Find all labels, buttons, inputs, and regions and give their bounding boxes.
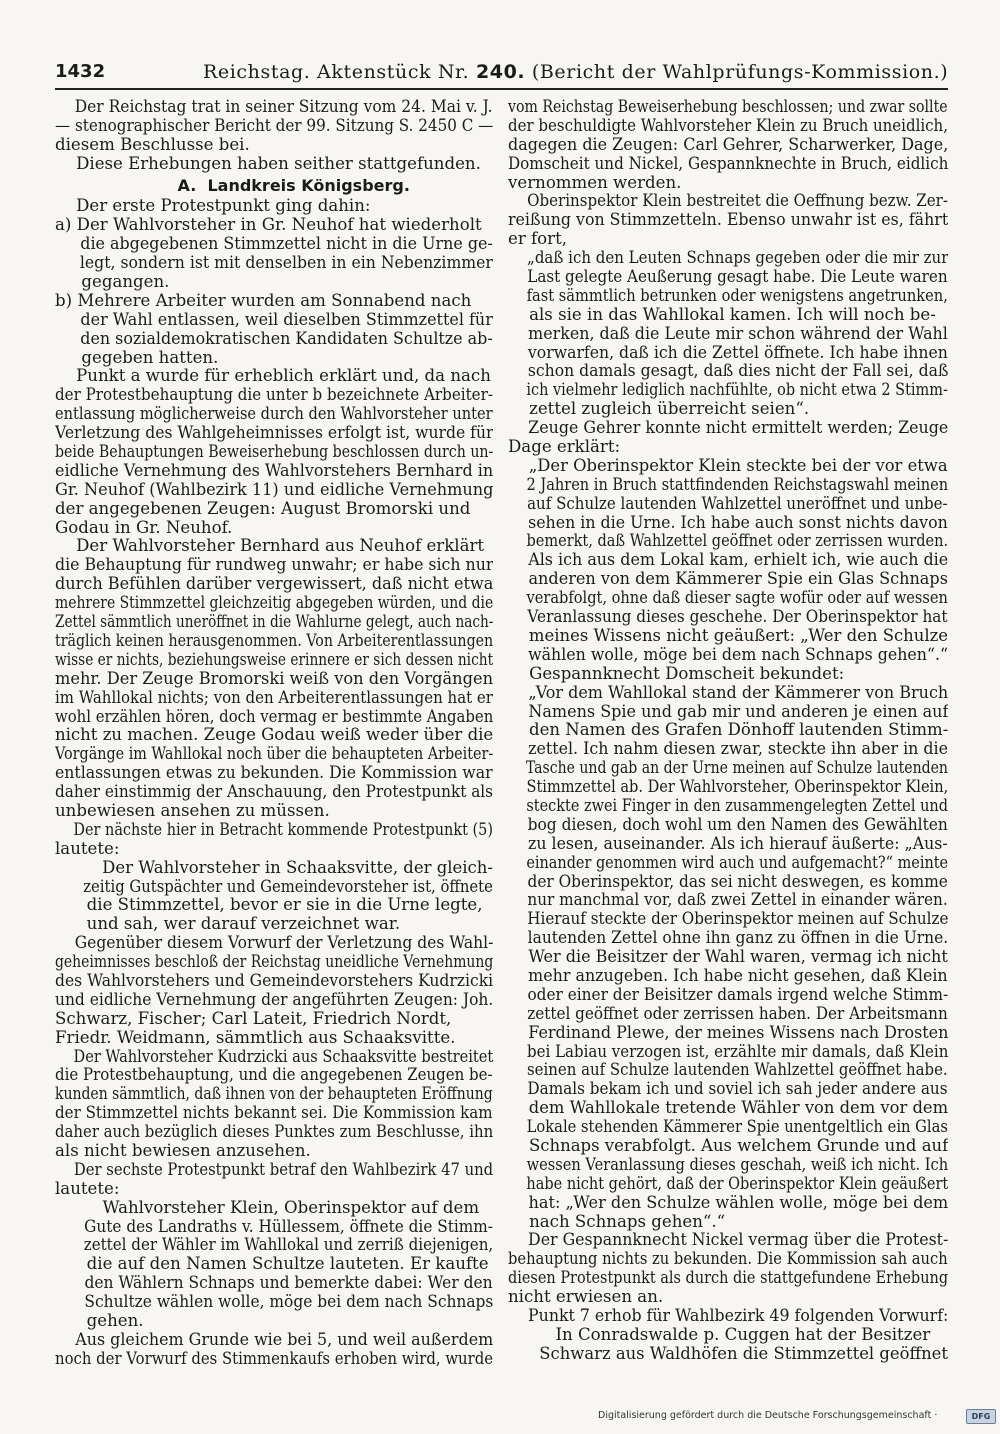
text-line: wählen wolle, möge bei dem nach Schnaps gehen“.“ [508,645,948,664]
text-line: vorwarfen, daß ich die Zettel öffnete. Ich habe ihnen [508,343,948,362]
text-line: „Vor dem Wahllokal stand der Kämmerer von Bruch [508,683,948,702]
text-line: gehen. [55,1312,144,1330]
text-line: dem Wahllokale tretende Wähler von dem vor dem [508,1099,948,1118]
text-line: Veranlassung dieses geschehe. Der Oberinspektor hat [508,608,948,627]
text-line: seinen auf Schulze lautenden Wahlzettel geöffnet habe. [508,1061,948,1080]
text-line: fast sämmtlich betrunken oder wenigstens angetrunken, [508,286,948,305]
text-line: „daß ich den Leuten Schnaps gegeben oder die mir zur [508,249,948,268]
text-line: „Der Oberinspektor Klein steckte bei der vor etwa [508,456,948,475]
running-title [203,60,948,84]
text-line: durch Befühlen darüber vergewissert, daß nicht etwa [55,575,493,594]
text-line: zettel geöffnet oder zerrissen haben. Der Arbeitsmann [508,1004,948,1023]
text-line: Tasche und gab an der Urne meinen auf Schulze lautenden [508,759,948,778]
text-line: verabfolgt, ohne daß dieser sagte wofür oder auf wessen [508,589,948,608]
header-rule [55,88,948,90]
text-line: Wer die Beisitzer der Wahl waren, vermag ich nicht [508,948,948,967]
text-line: im Wahllokal nichts; von den Arbeiterentlassungen hat er [55,688,493,707]
text-line: Diese Erhebungen haben seither stattgefunden. [55,154,481,173]
text-line: Schwarz, Fischer; Carl Lateit, Friedrich Nordt, [55,1009,452,1028]
text-line: Godau in Gr. Neuhof. [55,518,233,537]
document-number: 240. [475,61,526,83]
text-line: der beschuldigte Wahlvorsteher Klein zu Bruch uneidlich, [508,116,948,135]
text-line: nicht erwiesen an. [508,1288,664,1307]
text-line: 2 Jahren in Bruch stattfindenden Reichstagswahl meinen [508,475,948,494]
text-line: — stenographischer Bericht der 99. Sitzung S. 2450 C — [55,116,493,135]
text-line: zettel. Ich nahm diesen zwar, steckte ihn aber in die [508,740,948,759]
text-line: lautete: [55,839,120,858]
text-line: wohl erzählen hören, doch vermag er bestimmte Angaben [55,707,493,726]
text-line: Last gelegte Aeußerung gesagt habe. Die Leute waren [508,268,948,287]
text-line: er fort, [508,230,568,249]
text-line: merken, daß die Leute mir schon während der Wahl [508,324,948,343]
text-line: a) Der Wahlvorsteher in Gr. Neuhof hat wiederholt [55,216,482,235]
text-line: einander genommen wird auch und aufgemacht?“ meinte [508,853,948,872]
page-header [55,58,948,90]
text-line: sehen in die Urne. Ich habe auch sonst nichts davon [508,513,948,532]
text-line: bog diesen, doch wohl um den Namen des Gewählten [508,815,948,834]
text-line: hat: „Wer den Schulze wählen wolle, möge bei dem [508,1193,948,1212]
text-line: Gegenüber diesem Vorwurf der Verletzung des Wahl- [55,934,493,953]
text-line: beide Behauptungen Beweiserhebung beschlossen durch un- [55,443,493,462]
text-line: Als ich aus dem Lokal kam, erhielt ich, wie auch die [508,551,948,570]
text-line: der Stimmzettel nichts bekannt sei. Die Kommission kam [55,1104,493,1123]
text-line: und sah, wer darauf verzeichnet war. [55,915,401,934]
text-line: Oberinspektor Klein bestreitet die Oeffnung bezw. Zer- [508,192,948,211]
text-line: mehr. Der Zeuge Bromorski weiß von den Vorgängen [55,669,493,688]
text-line: kunden sämmtlich, daß ihnen von der behaupteten Eröffnung [55,1085,493,1104]
dfg-logo: DFG [966,1409,996,1424]
text-line: Gespannknecht Domscheit bekundet: [508,664,845,683]
text-line: daher einstimmig der Anschauung, den Protestpunkt als [55,783,493,802]
text-line: In Conradswalde p. Cuggen hat der Besitzer [508,1325,931,1344]
text-line: noch der Vorwurf des Stimmenkaufs erhoben wird, wurde [55,1349,493,1368]
text-line: Friedr. Weidmann, sämmtlich aus Schaaksvitte. [55,1028,456,1047]
text-line: Vorgänge im Wahllokal noch über die behaupteten Arbeiter- [55,745,493,764]
text-line: Verletzung des Wahlgeheimnisses erfolgt ist, wurde für [55,424,493,443]
text-line: anderen von dem Kämmerer Spie ein Glas Schnaps [508,570,948,589]
text-line: steckte zwei Finger in den zusammengelegten Zettel und [508,796,948,815]
text-line: entlassung möglicherweise durch den Wahlvorsteher unter [55,405,493,424]
text-line: Schnaps verabfolgt. Aus welchem Grunde und auf [508,1136,948,1155]
text-line: Domscheit und Nickel, Gespannknechte in Bruch, eidlich [508,154,948,173]
running-title-prefix: Reichstag. Aktenstück Nr. [203,61,476,83]
text-line: die auf den Namen Schultze lauteten. Er kaufte [55,1255,489,1274]
text-line: behauptung nichts zu bekunden. Die Kommission sah auch [508,1250,948,1269]
text-line: Dage erklärt: [508,438,621,457]
text-line: mehrere Stimmzettel gleichzeitig abgegeben würden, und die [55,594,493,613]
text-line: Gr. Neuhof (Wahlbezirk 11) und eidliche Vernehmung [55,480,493,499]
text-line: Zeuge Gehrer konnte nicht ermittelt werden; Zeuge [508,419,948,438]
text-line: diesen Protestpunkt als durch die stattgefundene Erhebung [508,1269,948,1288]
text-line: Der sechste Protestpunkt betraf den Wahlbezirk 47 und [55,1160,493,1179]
text-line: vom Reichstag Beweiserhebung beschlossen; und zwar sollte [508,98,948,116]
text-line: habe nicht gehört, daß der Oberinspektor Klein geäußert [508,1174,948,1193]
text-line: Der Wahlvorsteher Bernhard aus Neuhof erklärt [55,537,485,556]
text-line: nach Schnaps gehen“.“ [508,1212,726,1231]
text-line: Punkt a wurde für erheblich erklärt und, da nach [55,367,491,386]
text-line: mehr anzugeben. Ich habe nicht gesehen, daß Klein [508,966,948,985]
text-line: und eidliche Vernehmung der angeführten Zeugen: Joh. [55,990,493,1009]
text-line: diesem Beschlusse bei. [55,135,250,154]
text-line: Zettel sämmtlich uneröffnet in die Wahlurne gelegt, auch nach- [55,613,493,632]
text-line: oder einer der Beisitzer damals irgend welche Stimm- [508,985,948,1004]
text-line: meines Wissens nicht geäußert: „Wer den Schulze [508,626,948,645]
text-line: die Behauptung für rundweg unwahr; er habe sich nur [55,556,493,575]
text-line: Ferdinand Plewe, der meines Wissens nach Drosten [508,1023,948,1042]
text-line: die Stimmzettel, bevor er sie in die Urne legte, [55,896,483,915]
text-line: lautenden Zettel ohne ihn ganz zu öffnen in die Urne. [508,929,948,948]
text-line: Schwarz aus Waldhöfen die Stimmzettel geöffnet [508,1344,948,1363]
text-line: Der Wahlvorsteher Kudrzicki aus Schaaksvitte bestreitet [55,1047,493,1066]
text-line: Wahlvorsteher Klein, Oberinspektor auf dem [55,1198,480,1217]
text-line: den sozialdemokratischen Kandidaten Schultze ab- [55,329,493,348]
text-line: auf Schulze lautenden Wahlzettel uneröffnet und unbe- [508,494,948,513]
text-line: träglich keinen herausgenommen. Von Arbeiterentlassungen [55,631,493,650]
text-line: Der Reichstag trat in seiner Sitzung vom 24. Mai v. J. [55,98,493,116]
text-line: Damals bekam ich und soviel ich sah jeder andere aus [508,1080,948,1099]
text-line: der Oberinspektor, das sei nicht deswegen, es komme [508,872,948,891]
text-line: zettel der Wähler im Wahllokal und zerriß diejenigen, [55,1236,493,1255]
text-line: die Protestbehauptung, und die angegebenen Zeugen be- [55,1066,493,1085]
text-line: des Wahlvorstehers und Gemeindevorstehers Kudrzicki [55,971,493,990]
text-line: Der Gespannknecht Nickel vermag über die Protest- [508,1231,948,1250]
text-line: Schultze wählen wolle, möge bei dem nach Schnaps [55,1293,493,1312]
text-line: der angegebenen Zeugen: August Bromorski und [55,499,471,518]
text-line: der Wahl entlassen, weil dieselben Stimmzettel für [55,310,493,329]
text-line: lautete: [55,1179,120,1198]
left-column [55,98,493,1369]
running-title-suffix: (Bericht der Wahlprüfungs-Kommission.) [525,61,949,83]
text-line: Lokale stehenden Kämmerer Spie unentgeltlich ein Glas [508,1118,948,1137]
text-line: unbewiesen ansehen zu müssen. [55,801,330,820]
text-line: den Namen des Grafen Dönhoff lautenden Stimm- [508,721,948,740]
section-heading: A. Landkreis Königsberg. [55,176,410,195]
text-line: als nicht bewiesen anzusehen. [55,1141,311,1160]
text-line: den Wählern Schnaps und bemerkte dabei: Wer den [55,1274,493,1293]
text-line: Gute des Landraths v. Hüllessem, öffnete die Stimm- [55,1217,493,1236]
text-line: entlassungen etwas zu bekunden. Die Kommission war [55,764,493,783]
text-line: zeitig Gutspächter und Gemeindevorsteher ist, öffnete [55,877,493,896]
text-line: Punkt 7 erhob für Wahlbezirk 49 folgenden Vorwurf: [508,1307,948,1325]
text-line: nicht zu machen. Zeuge Godau weiß weder über die [55,726,493,745]
text-line: daher auch bezüglich dieses Punktes zum Beschlusse, ihn [55,1123,493,1142]
text-line: geheimnisses beschloß der Reichstag uneidliche Vernehmung [55,953,493,972]
digitization-credit: Digitalisierung gefördert durch die Deutsche Forschungsgemeinschaft · [598,1410,938,1421]
text-line: der Protestbehauptung die unter b bezeichnete Arbeiter- [55,386,493,405]
text-line: bei Labiau verzogen ist, erzählte mir damals, daß Klein [508,1042,948,1061]
text-line: Hierauf steckte der Oberinspektor meinen auf Schulze [508,910,948,929]
text-line: eidliche Vernehmung des Wahlvorstehers Bernhard in [55,461,493,480]
text-line: Der Wahlvorsteher in Schaaksvitte, der gleich- [55,858,493,877]
text-line: Stimmzettel ab. Der Wahlvorsteher, Oberinspektor Klein, [508,778,948,797]
text-line: gegeben hatten. [55,348,219,367]
text-line: dagegen die Zeugen: Carl Gehrer, Scharwerker, Dage, [508,135,948,154]
text-line: legt, sondern ist mit denselben in ein Nebenzimmer [55,254,493,273]
text-line: zu lesen, auseinander. Als ich hierauf äußerte: „Aus- [508,834,948,853]
text-line: Der nächste hier in Betracht kommende Protestpunkt (5) [55,820,493,839]
text-line: Aus gleichem Grunde wie bei 5, und weil außerdem [55,1330,493,1349]
text-line: reißung von Stimmzetteln. Ebenso unwahr ist es, fährt [508,211,948,230]
text-line: nur manchmal vor, daß zwei Zettel in einander wären. [508,891,948,910]
text-line: b) Mehrere Arbeiter wurden am Sonnabend nach [55,291,472,310]
text-line: bemerkt, daß Wahlzettel geöffnet oder zerrissen wurden. [508,532,948,551]
text-line: wessen Veranlassung dieses geschah, weiß ich nicht. Ich [508,1155,948,1174]
text-line: zettel zugleich überreicht seien“. [508,400,810,419]
text-line: schon damals gesagt, daß dies nicht der Fall sei, daß [508,362,948,381]
text-line: als sie in das Wahllokal kamen. Ich will noch be- [508,305,936,324]
right-column [508,98,948,1364]
text-line: vernommen werden. [508,173,682,192]
text-line: ich vielmehr lediglich nachfühlte, ob nicht etwa 2 Stimm- [508,381,948,400]
text-line: Der erste Protestpunkt ging dahin: [55,197,371,216]
text-line: die abgegebenen Stimmzettel nicht in die Urne ge- [55,235,493,254]
text-line: wisse er nichts, beziehungsweise erinnere er sich dessen nicht [55,650,493,669]
text-line: Namens Spie und gab mir und anderen je einen auf [508,702,948,721]
page-number: 1432 [55,61,106,82]
text-line: gegangen. [55,273,170,292]
